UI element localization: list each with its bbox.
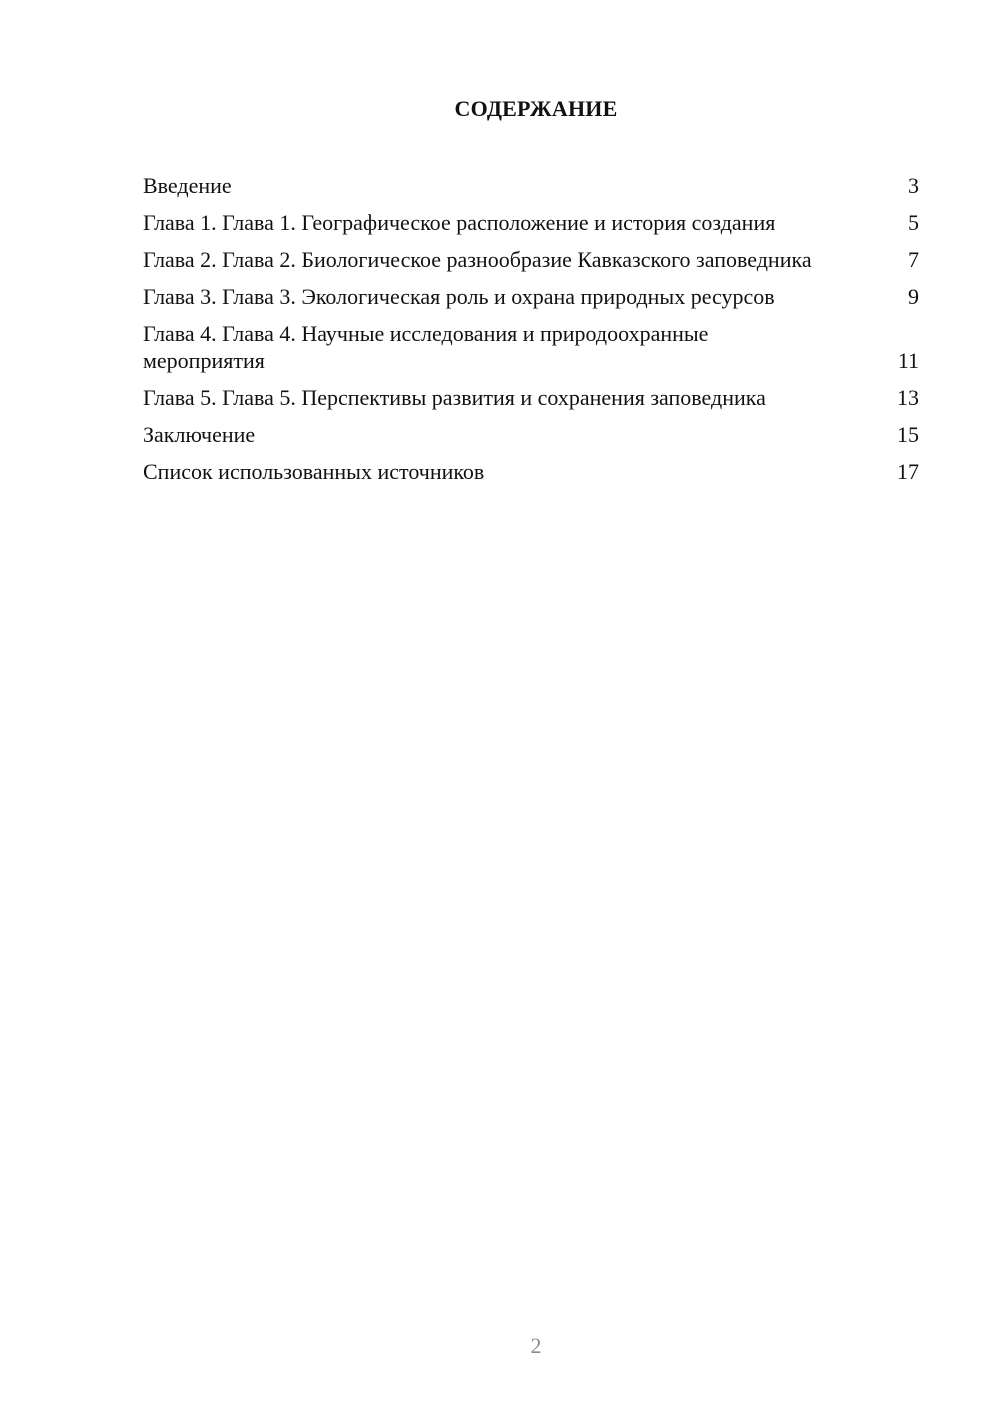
toc-entry-page: 9 — [908, 284, 919, 309]
toc-entry-label: Глава 5. Глава 5. Перспективы развития и сохранения заповедника — [143, 385, 766, 410]
toc-entry-label: Введение — [143, 173, 232, 198]
toc-entry-references[interactable] — [143, 458, 919, 485]
toc-entry-label: Заключение — [143, 422, 256, 447]
toc-entry-chapter-1[interactable] — [143, 209, 919, 236]
toc-entry-label: Глава 4. Глава 4. Научные исследования и природоохранные мероприятия — [143, 321, 709, 373]
page-title: СОДЕРЖАНИЕ — [454, 96, 618, 121]
toc-entry-chapter-4[interactable] — [143, 320, 919, 374]
toc-entry-page: 17 — [897, 459, 919, 484]
table-of-contents — [143, 172, 919, 495]
toc-entry-page: 5 — [908, 210, 919, 235]
toc-entry-page: 3 — [908, 173, 919, 198]
toc-entry-chapter-5[interactable] — [143, 384, 919, 411]
toc-entry-page: 15 — [897, 422, 919, 447]
toc-entry-chapter-3[interactable] — [143, 283, 919, 310]
toc-entry-label: Список использованных источников — [143, 459, 485, 484]
toc-entry-chapter-2[interactable] — [143, 246, 919, 273]
toc-entry-page: 11 — [897, 348, 919, 373]
toc-entry-conclusion[interactable] — [143, 421, 919, 448]
toc-entry-label: Глава 1. Глава 1. Географическое расположение и история создания — [143, 210, 776, 235]
page-number: 2 — [530, 1333, 542, 1358]
toc-entry-page: 7 — [908, 247, 919, 272]
toc-entry-label: Глава 2. Глава 2. Биологическое разнообразие Кавказского заповедника — [143, 247, 812, 272]
toc-entry-page: 13 — [897, 385, 919, 410]
toc-entry-introduction[interactable] — [143, 172, 919, 199]
toc-entry-label: Глава 3. Глава 3. Экологическая роль и охрана природных ресурсов — [143, 284, 775, 309]
